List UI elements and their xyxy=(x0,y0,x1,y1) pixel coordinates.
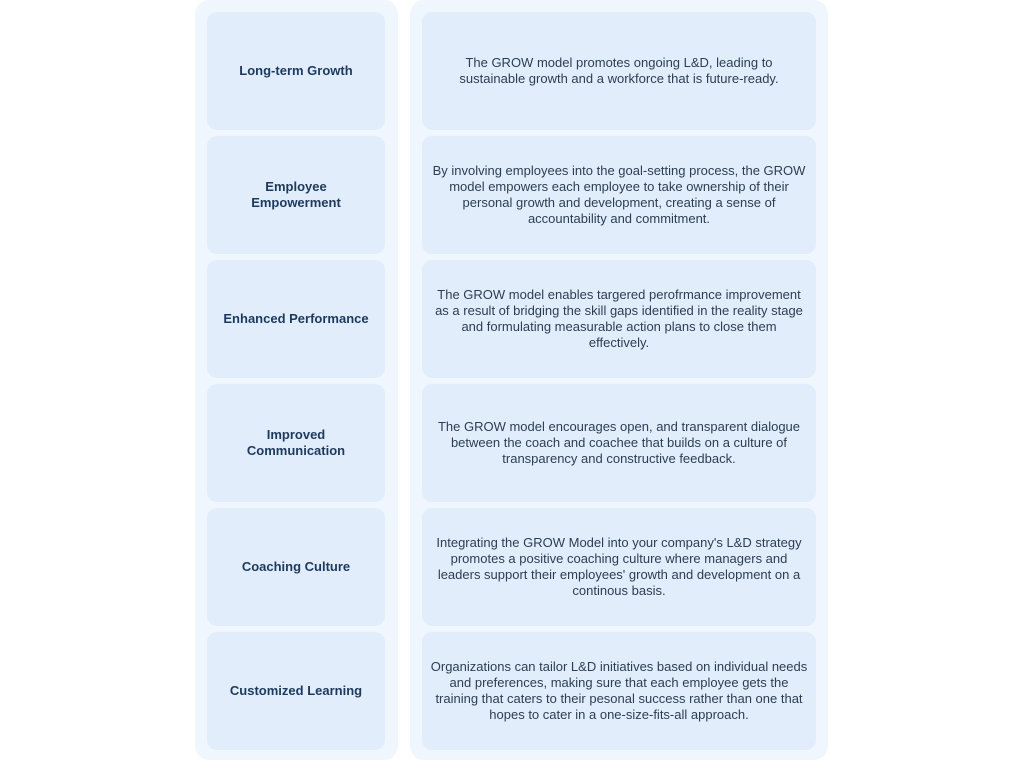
benefit-label: Enhanced Performance xyxy=(223,311,369,326)
benefit-description: The GROW model promotes ongoing L&D, leading to sustainable growth and a workforce that is future-ready. xyxy=(459,55,779,86)
benefit-description: Organizations can tailor L&D initiatives based on individual needs and preferences, making sure that each employee gets the training that caters to their pesonal success rather than one that hopes to cater in a one-size-fits-all approach. xyxy=(430,659,808,722)
benefit-label: Improved Communication xyxy=(246,427,346,458)
desc-card-long-term-growth xyxy=(422,12,816,130)
label-card-improved-communication xyxy=(207,384,385,502)
label-card-long-term-growth xyxy=(207,12,385,130)
benefit-labels-column xyxy=(195,0,398,760)
desc-card-employee-empowerment xyxy=(422,136,816,254)
benefit-description: The GROW model encourages open, and transparent dialogue between the coach and coachee that builds on a culture of transparency and constructive feedback. xyxy=(437,419,801,466)
benefit-label: Long-term Growth xyxy=(239,63,353,78)
benefit-description: The GROW model enables targered perofrmance improvement as a result of bridging the skill gaps identified in the reality stage and formulating measurable action plans to close them effectively. xyxy=(435,287,803,350)
benefit-label: Customized Learning xyxy=(229,683,363,698)
desc-card-improved-communication xyxy=(422,384,816,502)
desc-card-enhanced-performance xyxy=(422,260,816,378)
benefit-description: Integrating the GROW Model into your company's L&D strategy promotes a positive coaching culture where managers and leaders support their employees' growth and development on a continous basis. xyxy=(436,535,802,598)
benefit-description: By involving employees into the goal-setting process, the GROW model empowers each employee to take ownership of their personal growth and development, creating a sense of accountability and commitment. xyxy=(432,163,806,226)
benefit-label: Employee Empowerment xyxy=(251,179,341,210)
label-card-customized-learning xyxy=(207,632,385,750)
desc-card-coaching-culture xyxy=(422,508,816,626)
label-card-coaching-culture xyxy=(207,508,385,626)
label-card-enhanced-performance xyxy=(207,260,385,378)
label-card-employee-empowerment xyxy=(207,136,385,254)
benefit-label: Coaching Culture xyxy=(241,559,351,574)
benefit-descriptions-column xyxy=(410,0,828,760)
desc-card-customized-learning xyxy=(422,632,816,750)
